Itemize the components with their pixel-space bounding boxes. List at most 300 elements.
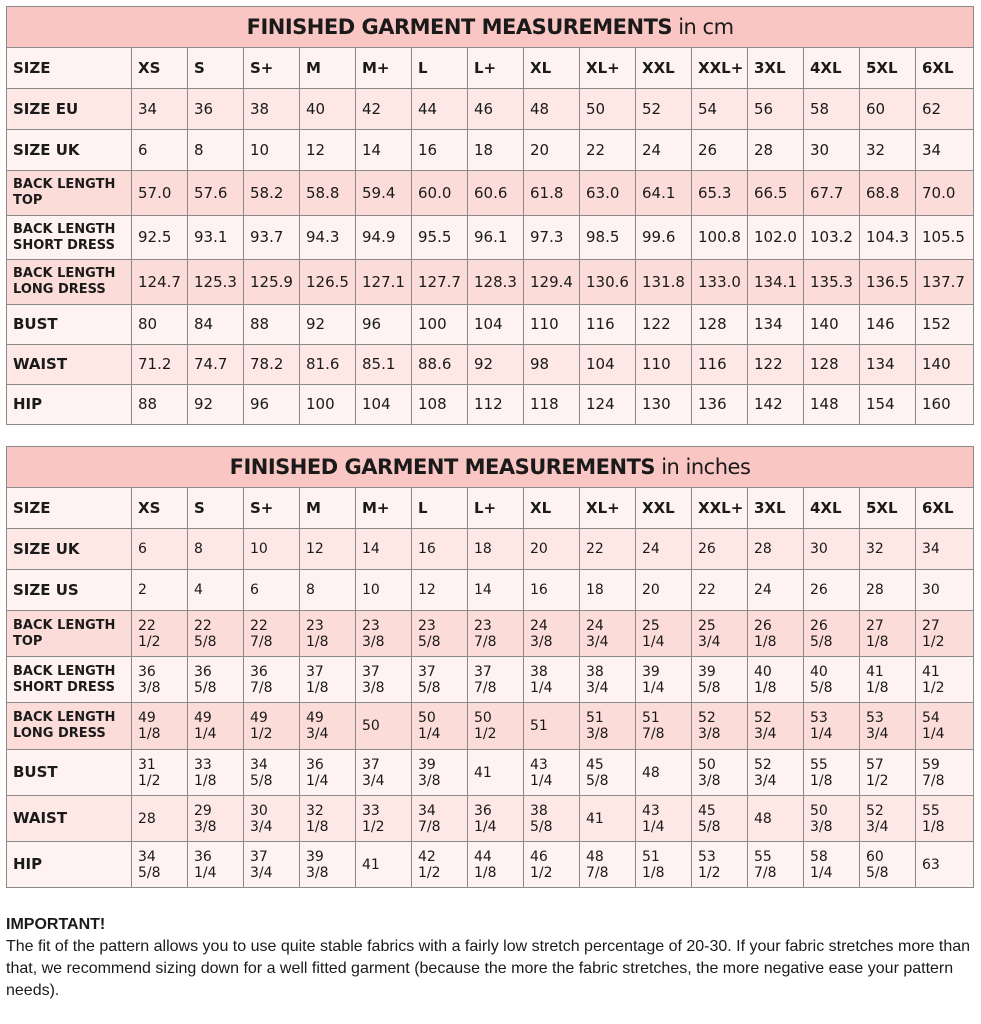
table-cell: 39 3/8: [412, 750, 468, 796]
table-cell: 59 7/8: [916, 750, 974, 796]
size-header-cell: XS: [132, 48, 188, 89]
table-cell: 18: [468, 529, 524, 570]
size-header-cell: S: [188, 48, 244, 89]
table-cell: 28: [860, 570, 916, 611]
size-header-cell: L+: [468, 48, 524, 89]
table-row: [7, 171, 974, 216]
table-cell: 88.6: [412, 345, 468, 385]
size-header-cell: S+: [244, 48, 300, 89]
table-row: [7, 842, 974, 888]
table-cell: 64.1: [636, 171, 692, 216]
table-cell: 93.7: [244, 216, 300, 260]
table-cell: 40 1/8: [748, 657, 804, 703]
table-cell: 50: [580, 89, 636, 130]
table-cell: 45 5/8: [580, 750, 636, 796]
inch-table-title: [7, 447, 974, 488]
row-label: HIP: [7, 842, 132, 888]
table-row: [7, 488, 974, 529]
table-cell: 92: [468, 345, 524, 385]
table-cell: 58: [804, 89, 860, 130]
table-cell: 34: [916, 529, 974, 570]
table-cell: 39 3/8: [300, 842, 356, 888]
table-cell: 23 5/8: [412, 611, 468, 657]
table-cell: 102.0: [748, 216, 804, 260]
table-cell: 36 1/4: [468, 796, 524, 842]
size-header-cell: 4XL: [804, 48, 860, 89]
table-cell: 61.8: [524, 171, 580, 216]
table-cell: 20: [636, 570, 692, 611]
size-header-cell: XXL: [636, 488, 692, 529]
table-cell: 122: [748, 345, 804, 385]
table-cell: 118: [524, 385, 580, 425]
table-row: [7, 305, 974, 345]
table-cell: 60 5/8: [860, 842, 916, 888]
table-cell: 16: [412, 130, 468, 171]
table-cell: 70.0: [916, 171, 974, 216]
table-cell: 129.4: [524, 260, 580, 305]
table-cell: 36 3/8: [132, 657, 188, 703]
table-cell: 22 5/8: [188, 611, 244, 657]
table-cell: 80: [132, 305, 188, 345]
table-cell: 148: [804, 385, 860, 425]
size-header-cell: M+: [356, 48, 412, 89]
table-cell: 104: [356, 385, 412, 425]
table-row: [7, 385, 974, 425]
table-cell: 32: [860, 130, 916, 171]
row-label: BUST: [7, 750, 132, 796]
table-cell: 67.7: [804, 171, 860, 216]
table-cell: 99.6: [636, 216, 692, 260]
table-cell: 12: [300, 529, 356, 570]
table-cell: 133.0: [692, 260, 748, 305]
table-cell: 94.9: [356, 216, 412, 260]
table-cell: 94.3: [300, 216, 356, 260]
table-cell: 10: [244, 130, 300, 171]
table-cell: 53 1/4: [804, 703, 860, 750]
table-cell: 52 3/4: [748, 703, 804, 750]
table-cell: 122: [636, 305, 692, 345]
table-cell: 26: [692, 130, 748, 171]
table-cell: 41: [468, 750, 524, 796]
table-row: [7, 130, 974, 171]
inch-table-title-main: FINISHED GARMENT MEASUREMENTS: [229, 454, 656, 479]
table-cell: 33 1/8: [188, 750, 244, 796]
table-cell: 97.3: [524, 216, 580, 260]
size-header-cell: S+: [244, 488, 300, 529]
table-cell: 124: [580, 385, 636, 425]
table-cell: 41: [356, 842, 412, 888]
table-cell: 10: [244, 529, 300, 570]
table-cell: 128: [804, 345, 860, 385]
table-cell: 160: [916, 385, 974, 425]
table-cell: 126.5: [300, 260, 356, 305]
table-cell: 31 1/2: [132, 750, 188, 796]
row-label: WAIST: [7, 796, 132, 842]
size-header-cell: XXL+: [692, 48, 748, 89]
table-cell: 105.5: [916, 216, 974, 260]
cm-table-title-main: FINISHED GARMENT MEASUREMENTS: [246, 14, 673, 39]
table-cell: 49 1/2: [244, 703, 300, 750]
table-cell: 63: [916, 842, 974, 888]
table-cell: 125.3: [188, 260, 244, 305]
table-cell: 30 3/4: [244, 796, 300, 842]
table-cell: 41: [580, 796, 636, 842]
table-cell: 108: [412, 385, 468, 425]
table-cell: 23 7/8: [468, 611, 524, 657]
table-cell: 110: [636, 345, 692, 385]
inch-measurements-table: [6, 446, 974, 888]
table-cell: 128.3: [468, 260, 524, 305]
table-cell: 49 1/4: [188, 703, 244, 750]
size-header-cell: XXL: [636, 48, 692, 89]
table-cell: 37 5/8: [412, 657, 468, 703]
table-cell: 58 1/4: [804, 842, 860, 888]
table-cell: 54 1/4: [916, 703, 974, 750]
table-cell: 88: [244, 305, 300, 345]
table-cell: 8: [300, 570, 356, 611]
table-cell: 36 1/4: [188, 842, 244, 888]
table-cell: 46 1/2: [524, 842, 580, 888]
table-cell: 14: [468, 570, 524, 611]
table-cell: 36 5/8: [188, 657, 244, 703]
table-cell: 32 1/8: [300, 796, 356, 842]
table-cell: 52 3/4: [748, 750, 804, 796]
size-header-cell: S: [188, 488, 244, 529]
table-cell: 28: [748, 130, 804, 171]
table-cell: 34 5/8: [244, 750, 300, 796]
table-cell: 68.8: [860, 171, 916, 216]
table-cell: 131.8: [636, 260, 692, 305]
table-row: [7, 216, 974, 260]
row-label: BUST: [7, 305, 132, 345]
table-cell: 55 1/8: [916, 796, 974, 842]
table-cell: 38 1/4: [524, 657, 580, 703]
table-cell: 32: [860, 529, 916, 570]
table-cell: 20: [524, 529, 580, 570]
table-cell: 55 1/8: [804, 750, 860, 796]
size-header-cell: 3XL: [748, 48, 804, 89]
table-cell: 54: [692, 89, 748, 130]
row-label: BACK LENGTH SHORT DRESS: [7, 657, 132, 703]
size-header-cell: M: [300, 48, 356, 89]
table-cell: 23 3/8: [356, 611, 412, 657]
table-cell: 137.7: [916, 260, 974, 305]
table-cell: 152: [916, 305, 974, 345]
table-cell: 12: [300, 130, 356, 171]
table-cell: 36 7/8: [244, 657, 300, 703]
inch-table-title-unit: in inches: [655, 454, 751, 479]
important-note-text: The fit of the pattern allows you to use quite stable fabrics with a fairly low stretch percentage of 20-30. If your fabric stretches more than that, we recommend sizing down for a well fitted garment (because the more the fabric stretches, the more negative ease your pattern needs).: [6, 938, 971, 999]
table-cell: 41 1/2: [916, 657, 974, 703]
table-cell: 52: [636, 89, 692, 130]
table-cell: 51 7/8: [636, 703, 692, 750]
table-cell: 93.1: [188, 216, 244, 260]
table-cell: 74.7: [188, 345, 244, 385]
table-cell: 96: [356, 305, 412, 345]
table-cell: 51 1/8: [636, 842, 692, 888]
table-cell: 128: [692, 305, 748, 345]
size-header-cell: L: [412, 488, 468, 529]
table-row: [7, 89, 974, 130]
table-cell: 142: [748, 385, 804, 425]
table-row: [7, 796, 974, 842]
table-cell: 98: [524, 345, 580, 385]
table-cell: 38 3/4: [580, 657, 636, 703]
table-cell: 37 7/8: [468, 657, 524, 703]
size-header-cell: XL+: [580, 488, 636, 529]
table-cell: 65.3: [692, 171, 748, 216]
table-cell: 103.2: [804, 216, 860, 260]
cm-measurements-table: [6, 6, 974, 425]
table-cell: 48 7/8: [580, 842, 636, 888]
table-cell: 112: [468, 385, 524, 425]
table-cell: 59.4: [356, 171, 412, 216]
table-cell: 40 5/8: [804, 657, 860, 703]
table-cell: 42: [356, 89, 412, 130]
size-header-cell: M: [300, 488, 356, 529]
table-cell: 85.1: [356, 345, 412, 385]
table-cell: 42 1/2: [412, 842, 468, 888]
size-header-cell: 5XL: [860, 48, 916, 89]
table-cell: 8: [188, 529, 244, 570]
table-cell: 104.3: [860, 216, 916, 260]
table-cell: 20: [524, 130, 580, 171]
table-cell: 22 7/8: [244, 611, 300, 657]
table-cell: 12: [412, 570, 468, 611]
table-cell: 71.2: [132, 345, 188, 385]
table-cell: 44 1/8: [468, 842, 524, 888]
table-cell: 38: [244, 89, 300, 130]
row-label: BACK LENGTH TOP: [7, 171, 132, 216]
table-cell: 29 3/8: [188, 796, 244, 842]
table-cell: 28: [132, 796, 188, 842]
table-cell: 49 1/8: [132, 703, 188, 750]
table-cell: 124.7: [132, 260, 188, 305]
table-cell: 104: [468, 305, 524, 345]
table-row: [7, 529, 974, 570]
size-header-cell: XL: [524, 488, 580, 529]
table-cell: 62: [916, 89, 974, 130]
table-cell: 30: [804, 130, 860, 171]
row-label: BACK LENGTH LONG DRESS: [7, 260, 132, 305]
table-cell: 53 1/2: [692, 842, 748, 888]
table-cell: 96.1: [468, 216, 524, 260]
table-cell: 6: [132, 529, 188, 570]
table-cell: 24: [636, 130, 692, 171]
table-cell: 39 1/4: [636, 657, 692, 703]
table-cell: 92.5: [132, 216, 188, 260]
size-header-cell: XL: [524, 48, 580, 89]
table-cell: 49 3/4: [300, 703, 356, 750]
table-cell: 14: [356, 130, 412, 171]
table-cell: 92: [188, 385, 244, 425]
table-cell: 16: [524, 570, 580, 611]
table-cell: 125.9: [244, 260, 300, 305]
size-header-cell: L+: [468, 488, 524, 529]
table-cell: 26: [804, 570, 860, 611]
table-cell: 43 1/4: [524, 750, 580, 796]
size-header-cell: XS: [132, 488, 188, 529]
table-cell: 28: [748, 529, 804, 570]
table-cell: 134: [748, 305, 804, 345]
table-cell: 58.8: [300, 171, 356, 216]
table-cell: 24: [748, 570, 804, 611]
table-cell: 55 7/8: [748, 842, 804, 888]
table-cell: 14: [356, 529, 412, 570]
table-cell: 104: [580, 345, 636, 385]
table-cell: 84: [188, 305, 244, 345]
table-cell: 24: [636, 529, 692, 570]
table-row: [7, 260, 974, 305]
size-header-cell: M+: [356, 488, 412, 529]
table-cell: 48: [636, 750, 692, 796]
table-cell: 81.6: [300, 345, 356, 385]
table-cell: 50 1/4: [412, 703, 468, 750]
table-cell: 34 7/8: [412, 796, 468, 842]
table-cell: 130: [636, 385, 692, 425]
size-header-cell: L: [412, 48, 468, 89]
table-cell: 34: [132, 89, 188, 130]
table-cell: 36 1/4: [300, 750, 356, 796]
table-cell: 4: [188, 570, 244, 611]
table-cell: 24 3/4: [580, 611, 636, 657]
row-label: BACK LENGTH SHORT DRESS: [7, 216, 132, 260]
table-cell: 18: [468, 130, 524, 171]
row-label: SIZE: [7, 488, 132, 529]
table-cell: 95.5: [412, 216, 468, 260]
table-cell: 140: [804, 305, 860, 345]
table-cell: 6: [132, 130, 188, 171]
table-row: [7, 48, 974, 89]
row-label: BACK LENGTH LONG DRESS: [7, 703, 132, 750]
table-cell: 136: [692, 385, 748, 425]
table-cell: 48: [748, 796, 804, 842]
row-label: SIZE US: [7, 570, 132, 611]
table-cell: 116: [580, 305, 636, 345]
table-cell: 39 5/8: [692, 657, 748, 703]
table-cell: 27 1/8: [860, 611, 916, 657]
table-cell: 134.1: [748, 260, 804, 305]
table-cell: 45 5/8: [692, 796, 748, 842]
table-cell: 37 3/4: [356, 750, 412, 796]
row-label: SIZE UK: [7, 529, 132, 570]
row-label: BACK LENGTH TOP: [7, 611, 132, 657]
table-cell: 41 1/8: [860, 657, 916, 703]
table-cell: 134: [860, 345, 916, 385]
table-cell: 46: [468, 89, 524, 130]
table-cell: 135.3: [804, 260, 860, 305]
table-row: [7, 611, 974, 657]
table-cell: 26 5/8: [804, 611, 860, 657]
table-cell: 127.1: [356, 260, 412, 305]
cm-table-title-unit: in cm: [672, 14, 734, 39]
table-cell: 27 1/2: [916, 611, 974, 657]
table-cell: 58.2: [244, 171, 300, 216]
table-row: [7, 750, 974, 796]
table-cell: 57.6: [188, 171, 244, 216]
table-cell: 44: [412, 89, 468, 130]
table-row: [7, 570, 974, 611]
table-cell: 36: [188, 89, 244, 130]
table-cell: 60.6: [468, 171, 524, 216]
row-label: SIZE UK: [7, 130, 132, 171]
table-cell: 92: [300, 305, 356, 345]
table-cell: 10: [356, 570, 412, 611]
table-cell: 22: [580, 130, 636, 171]
table-row: [7, 657, 974, 703]
table-cell: 37 3/4: [244, 842, 300, 888]
table-row: [7, 345, 974, 385]
table-cell: 127.7: [412, 260, 468, 305]
cm-table-title: [7, 7, 974, 48]
size-header-cell: 5XL: [860, 488, 916, 529]
table-cell: 57.0: [132, 171, 188, 216]
size-header-cell: 6XL: [916, 488, 974, 529]
size-header-cell: 6XL: [916, 48, 974, 89]
row-label: SIZE EU: [7, 89, 132, 130]
table-cell: 100.8: [692, 216, 748, 260]
table-cell: 40: [300, 89, 356, 130]
table-cell: 48: [524, 89, 580, 130]
table-cell: 52 3/8: [692, 703, 748, 750]
table-cell: 51: [524, 703, 580, 750]
size-header-cell: XXL+: [692, 488, 748, 529]
size-header-cell: 3XL: [748, 488, 804, 529]
table-cell: 26: [692, 529, 748, 570]
table-cell: 60.0: [412, 171, 468, 216]
table-cell: 33 1/2: [356, 796, 412, 842]
table-cell: 88: [132, 385, 188, 425]
table-row: [7, 703, 974, 750]
table-cell: 63.0: [580, 171, 636, 216]
table-cell: 52 3/4: [860, 796, 916, 842]
table-cell: 51 3/8: [580, 703, 636, 750]
table-cell: 130.6: [580, 260, 636, 305]
table-cell: 37 1/8: [300, 657, 356, 703]
table-cell: 25 1/4: [636, 611, 692, 657]
table-cell: 110: [524, 305, 580, 345]
table-cell: 66.5: [748, 171, 804, 216]
table-cell: 22: [580, 529, 636, 570]
row-label: WAIST: [7, 345, 132, 385]
table-cell: 22: [692, 570, 748, 611]
row-label: SIZE: [7, 48, 132, 89]
table-cell: 24 3/8: [524, 611, 580, 657]
table-cell: 8: [188, 130, 244, 171]
table-cell: 38 5/8: [524, 796, 580, 842]
table-cell: 2: [132, 570, 188, 611]
size-header-cell: 4XL: [804, 488, 860, 529]
size-header-cell: XL+: [580, 48, 636, 89]
table-cell: 60: [860, 89, 916, 130]
table-cell: 56: [748, 89, 804, 130]
table-cell: 53 3/4: [860, 703, 916, 750]
important-note: [6, 914, 978, 1002]
table-cell: 25 3/4: [692, 611, 748, 657]
table-cell: 116: [692, 345, 748, 385]
table-cell: 96: [244, 385, 300, 425]
table-cell: 23 1/8: [300, 611, 356, 657]
table-cell: 146: [860, 305, 916, 345]
table-cell: 140: [916, 345, 974, 385]
table-cell: 50 3/8: [804, 796, 860, 842]
table-cell: 136.5: [860, 260, 916, 305]
row-label: HIP: [7, 385, 132, 425]
table-cell: 57 1/2: [860, 750, 916, 796]
table-cell: 100: [300, 385, 356, 425]
table-cell: 37 3/8: [356, 657, 412, 703]
table-cell: 22 1/2: [132, 611, 188, 657]
